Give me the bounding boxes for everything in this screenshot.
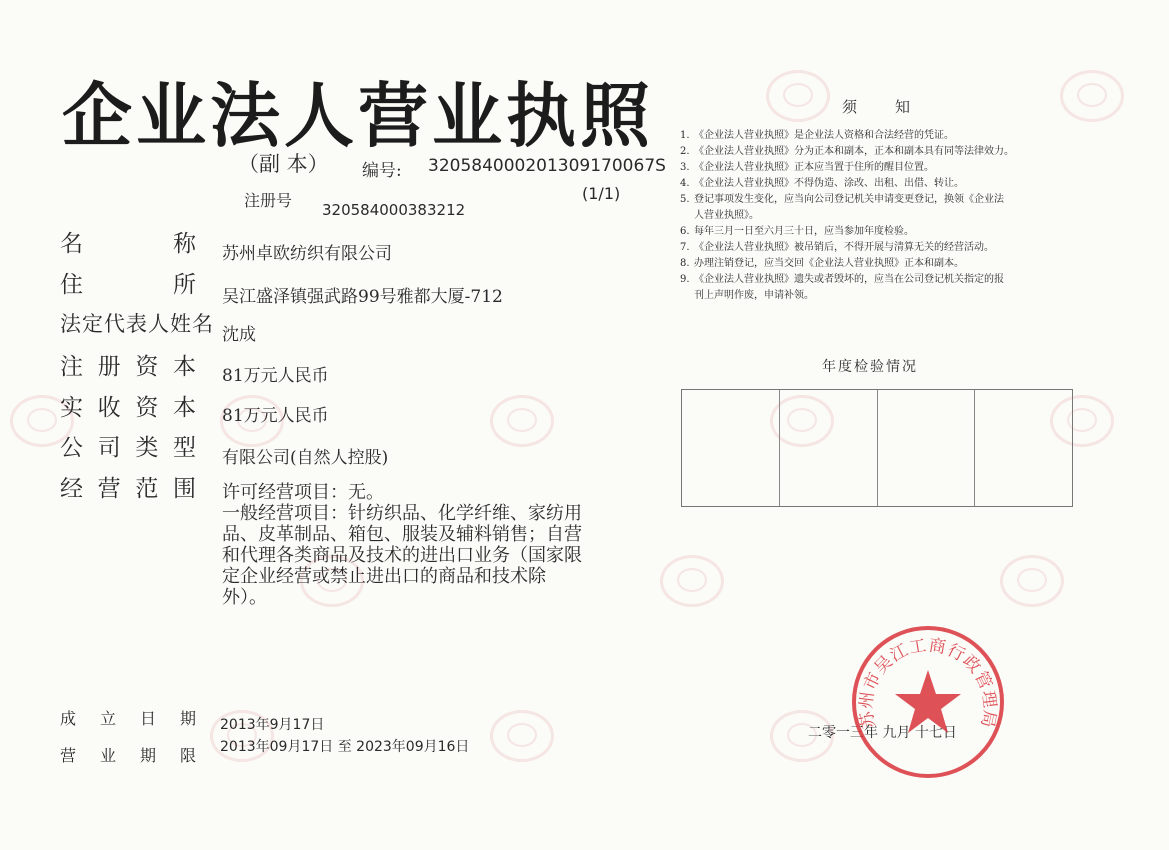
notice-list (680, 128, 1080, 304)
field-label-address (60, 266, 196, 299)
notice-item (680, 192, 1080, 208)
inspection-cell (682, 390, 780, 506)
scope-line: 一般经营项目：针纺织品、化学纤维、家纺用 (222, 503, 582, 524)
label-char: 本 (172, 354, 196, 380)
field-label-registered-capital (60, 348, 196, 381)
label-char: 日 (139, 709, 156, 728)
notice-item-number: 4. (680, 178, 690, 189)
label-char: 司 (97, 435, 121, 461)
notice-item-text: 人营业执照》。 (694, 210, 759, 221)
inspection-cell (975, 390, 1072, 506)
label-char: 成 (60, 709, 77, 728)
notice-item-number: 2. (680, 146, 690, 157)
notice-item (680, 224, 1080, 240)
watermark-logo (1000, 555, 1064, 607)
field-value-company-type: 有限公司(自然人控股) (222, 448, 389, 468)
label-char: 期 (139, 746, 156, 765)
label-char: 名 (60, 231, 83, 257)
notice-item-text: 每年三月一日至六月三十日，应当参加年度检验。 (694, 226, 914, 237)
scope-line: 品、皮革制品、箱包、服装及辅料销售；自营 (222, 524, 582, 545)
label-char: 类 (135, 435, 159, 461)
field-label-company-type (60, 429, 196, 462)
notice-item-text: 《企业法人营业执照》分为正本和副本，正本和副本具有同等法律效力。 (694, 146, 1014, 157)
notice-item (680, 144, 1080, 160)
label-char: 注 (60, 354, 83, 380)
field-value-paid-in-capital: 81万元人民币 (222, 406, 329, 426)
notice-item-number: 5. (680, 194, 690, 205)
field-label-name (60, 225, 196, 258)
scope-line: 定企业经营或禁止进出口的商品和技术除 (222, 566, 546, 587)
notice-item (680, 208, 1080, 224)
inspection-cell (878, 390, 976, 506)
notice-item-text: 登记事项发生变化，应当向公司登记机关申请变更登记，换领《企业法 (694, 194, 1004, 205)
label-char: 住 (60, 272, 83, 298)
label-char: 业 (99, 746, 116, 765)
notice-item-number: 1. (680, 130, 690, 141)
notice-item (680, 272, 1080, 288)
notice-item (680, 160, 1080, 176)
notice-item-text: 《企业法人营业执照》不得伪造、涂改、出租、出借、转让。 (694, 178, 964, 189)
field-value-legal-representative: 沈成 (222, 325, 256, 345)
label-char: 营 (60, 746, 77, 765)
field-value-name: 苏州卓欧纺织有限公司 (222, 244, 392, 264)
registration-label: 注册号 (244, 191, 293, 210)
date-label-business-term (60, 743, 196, 766)
watermark-logo (490, 710, 554, 762)
label-char: 围 (172, 476, 196, 502)
notice-item (680, 128, 1080, 144)
notice-item-number: 6. (680, 226, 690, 237)
notice-item (680, 288, 1080, 304)
notice-item-text: 《企业法人营业执照》遗失或者毁坏的，应当在公司登记机关指定的报 (694, 274, 1004, 285)
label-char: 资 (135, 395, 159, 421)
watermark-logo (660, 555, 724, 607)
notice-item-text: 《企业法人营业执照》被吊销后，不得开展与清算无关的经营活动。 (694, 242, 994, 253)
annual-inspection-table (681, 389, 1073, 507)
label-char: 实 (60, 395, 83, 421)
notice-item-text: 《企业法人营业执照》正本应当置于住所的醒目位置。 (694, 162, 934, 173)
label-char: 期 (179, 709, 196, 728)
field-value-address: 吴江盛泽镇强武路99号雅都大厦-712 (222, 287, 503, 307)
issue-date: 二零一三年 九月 十七日 (808, 725, 957, 741)
scope-line: 许可经营项目：无。 (222, 482, 384, 503)
field-label-business-scope (60, 470, 196, 503)
notice-item-number: 8. (680, 258, 690, 269)
document-title: 企业法人营业执照 (62, 74, 654, 157)
svg-text:苏州市吴江工商行政管理局: 苏州市吴江工商行政管理局 (856, 635, 1000, 731)
notice-item-text: 办理注销登记，应当交回《企业法人营业执照》正本和副本。 (694, 258, 964, 269)
label-char: 本 (172, 395, 196, 421)
notice-item-number: 3. (680, 162, 690, 173)
notice-item (680, 176, 1080, 192)
established-date: 2013年9月17日 (220, 717, 325, 733)
label-char: 经 (60, 476, 83, 502)
label-char: 册 (97, 354, 121, 380)
scope-line: 外）。 (222, 587, 267, 608)
notice-item-number: 7. (680, 242, 690, 253)
business-scope-text (222, 482, 622, 608)
field-value-registered-capital: 81万元人民币 (222, 366, 329, 386)
page-number: (1/1) (582, 184, 621, 203)
label-char: 称 (173, 231, 196, 257)
label-char: 公 (60, 435, 83, 461)
label-char: 资 (135, 354, 159, 380)
serial-number: 320584000201309170067S (428, 156, 666, 176)
watermark-logo (766, 70, 830, 122)
serial-label: 编号: (362, 161, 402, 181)
label-char: 营 (97, 476, 121, 502)
field-label-legal-representative: 法定代表人姓名 (60, 312, 214, 336)
label-char: 所 (173, 272, 196, 298)
notice-title: 须知 (842, 98, 949, 116)
label-char: 范 (135, 476, 159, 502)
registration-number: 320584000383212 (322, 201, 466, 219)
field-label-paid-in-capital (60, 389, 196, 422)
notice-item (680, 240, 1080, 256)
notice-item (680, 256, 1080, 272)
notice-item-number (680, 288, 694, 304)
notice-item-text: 《企业法人营业执照》是企业法人资格和合法经营的凭证。 (694, 130, 954, 141)
inspection-cell (780, 390, 878, 506)
label-char: 收 (97, 395, 121, 421)
watermark-logo (1060, 70, 1124, 122)
notice-item-text: 刊上声明作废，申请补领。 (694, 290, 814, 301)
official-seal-icon (850, 624, 1006, 780)
copy-type: （副 本） (238, 152, 329, 176)
watermark-logo (490, 395, 554, 447)
date-label-established (60, 706, 196, 729)
label-char: 型 (172, 435, 196, 461)
business-term: 2013年09月17日 至 2023年09月16日 (220, 739, 470, 755)
annual-inspection-title: 年度检验情况 (822, 359, 918, 375)
notice-item-number (680, 208, 694, 224)
scope-line: 和代理各类商品及技术的进出口业务（国家限 (222, 545, 582, 566)
label-char: 立 (99, 709, 116, 728)
notice-item-number: 9. (680, 274, 690, 285)
label-char: 限 (179, 746, 196, 765)
